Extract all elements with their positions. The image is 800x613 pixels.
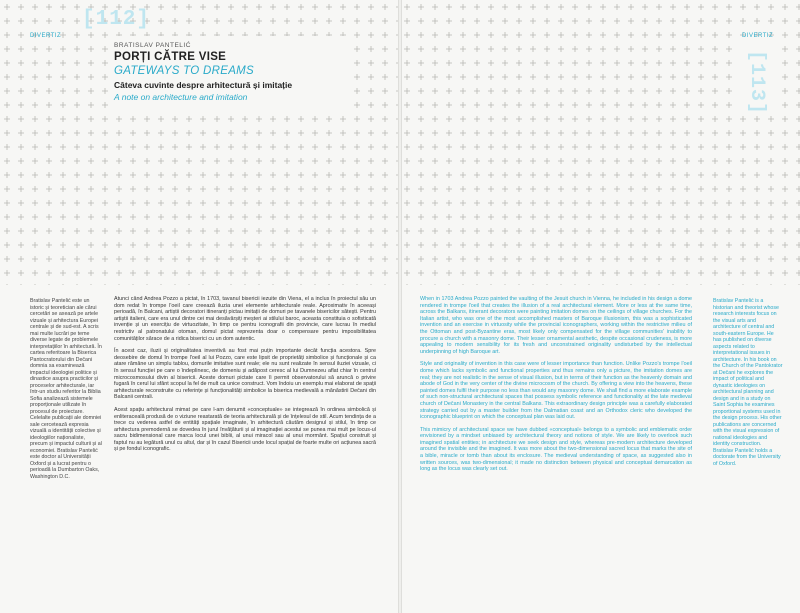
author-bio-en: Bratislav Pantelić is a historian and theorist whose research interests focus on the visual arts and architecture of central and south-eastern Europe. He has published on diverse aspects related to interpretational issues in architecture. In his book on the Church of the Pantokrator at Dečani he explores the impact of political and dynastic ideologies on architectural planning and design and in a study on Saint Sophia he examines proportional systems used in the design process. His other publications are concerned with the visual expression of national ideologies and identity construction. Bratislav Pantelić holds a doctorate from the University of Oxford. [713, 298, 783, 467]
body-text-ro [114, 296, 376, 459]
page-number: [112] [82, 8, 151, 31]
vertical-page-number: [113] [745, 50, 768, 116]
article-subtitle-ro: Câteva cuvinte despre arhitectură și imitație [114, 80, 293, 90]
plus-pattern-left [0, 0, 400, 285]
paragraph: În acest caz, iluzii și originalitatea inventivă au fost mai puțin importante decât funcția acestora. Spre deosebire de domul în trompe l'oeil al lui Pozzo, care este lipsit de proprietăți simbolice și funcționale și ca atare rămâne un simplu tablou, domurile imitative sunt reale; ele nu sunt realizate în sensul iluziei vizuale, ci în sensul funcției pe care o îndeplinesc, de domeniu și adăpost ceresc al lui Dumnezeu aflat chiar în centrul microcosmosului divin al bisericii. Aceste domuri pictate care îi permit observatorului să aruncă o privire fugară în cerul lui sfânt scopul la fel de mult ca unice construct. Vom îndoiu un exemplu mai elaborat de spații arhitecturale reconstruite cu referințe și funcționalități simbolice la biserica medievală a mănăstirii Dečani din Balcanii centrali. [114, 348, 376, 401]
article-subtitle-en: A note on architecture and imitation [114, 92, 248, 102]
right-page [400, 0, 800, 613]
paragraph: When in 1703 Andrea Pozzo painted the vaulting of the Jesuit church in Vienna, he included in his design a dome rendered in trompe l'oeil that creates the illusion of a real architectural element. More or less at the same time, across the Balkans, itinerant decorators were painting imitation domes on the ceilings of village churches. For the Italian artist, who was one of the most accomplished masters of Baroque illusionism, this was a sophisticated invention and an exercise in virtuosity while the provincial iconographers, working within the restrictive milieu of the Ottoman and post-Byzantine eras, most likely only compensated for the village communities' inability to procure a church with a masonry dome. Their lesser ornamental aesthetic, despite occasional crudeness, is more appealing to modern sensibility for its fresh and unconstrained originality undisturbed by the intellectual underpinning of high Baroque art. [420, 296, 692, 355]
section-label-right: DIVERTIZ [742, 33, 774, 39]
article-title-ro: PORȚI CĂTRE VISE [114, 51, 227, 63]
body-text-en [420, 296, 692, 479]
paragraph: Style and originality of invention in this case were of lesser importance than function. Unlike Pozzo's trompe l'oeil dome which lacks symbolic and functional properties and thus remains only a picture, the imitation domes are real; they are not realistic in the sense of visual illusion, but in terms of their function as the heavenly domain and abode of God in the very center of the divine microcosm of the church. By offering a view into the heavens, these painted domes fulfil their purpose no less than would any masonry dome. We shall find a more elaborate example of such non-structural architectural spaces that possess symbolic reference and functionality at the late medieval church of Dečani Monastery in the central Balkans. This extraordinary design principle was a carefully elaborated strategy carried out by a master builder from the Dalmatian coast and an Orthodox cleric who developed the iconographic blueprint on which the conceptual plan was laid out. [420, 361, 692, 421]
author-name: BRATISLAV PANTELIĆ [114, 42, 191, 49]
author-bio-ro: Bratislav Pantelić este un istoric și teoretician ale cărui cercetări se axează pe artele vizuale și arhitectura Europei centrale și de sud-est. A scris mai multe lucrări pe teme diverse legate de problemele interpretațiilor în arhitectură. În cartea referitoare la Biserica Pantocratorului din Dečani domnia sa examinează impactul ideologiei politice și dinastice asupra practicilor și proceselor arhitecturale, iar într-un studiu referitor la Biblia Sofia analizează sistemele proporționale utilizate în procesul de proiectare. Celelalte publicații ale domniei sale cercetează expresia vizuală a identității colective și ideologiilor naționaliste, precum și impactul culturii și al economiei. Bratislav Pantelić este doctor al Universității Oxford și a lucrat pentru o perioadă la Dumbarton Oaks, Washington D.C. [30, 298, 102, 480]
paragraph: Atunci când Andrea Pozzo a pictat, în 1703, tavanul bisericii iezuite din Viena, el a inclus în proiectul său un dom redat în trompe l'oeil care creează iluzia unei elemente arhitecturale reale. Aproximativ în aceeași perioadă, în Balcani, artiștii decoratori itineranți pictau imitații de domuri pe tavanele bisericilor săteşti. Pentru artiștii italieni, care era unul dintre cei mai desăvârșiți meșteri ai stilului baroc, aceasta constituia o sofisticată invenție și un exercițiu de virtuozitate, în timp ce pentru iconografii din provincie, care lucrau în mediul restrictiv al patronatului otoman, domul pictat reprezenta doar o compensare pentru imposibilitatea comunităților sărace de a ridica biserici cu un dom autentic. [114, 296, 376, 342]
paragraph: Acest spațiu arhitectural mimat pe care l-am denumit «conceptuale» se integrează în ordinea simbolică și enliteraceală produsă de o viziune reastarată de teoria arhitecturală și de înțelesul de stil. Acum tendința de a trece cu vederea astfel de entități spațiale imaginate, în arhitectură căutăm designul și stilul, în timp ce arhitectura premodernă se dovedea în jurul învățăturii și al imaginației acestui se punea mai mult pe locus-ul sacru bidimensional care marca locul unei biblii, al unui miracol sau al unui mormânt. Spațiul construit și faptul nu au legătură unul cu altul, dar și în cazul Bisericii unde locul spațial de foarte multe ori acțiunea sacră și pe fondul iconografic. [114, 406, 376, 453]
book-gutter [398, 0, 402, 613]
article-title-en: GATEWAYS TO DREAMS [114, 65, 255, 77]
paragraph: This mimicry of architectural space we have dubbed «conceptual» belongs to a symbolic and emblematic order envisioned by a mindset unbiased by architectural theory and notions of style. We are likely to overlook such imagined spatial entities; in architecture we seek design and style, whereas pre-modern architecture developed around the invisible and the imagined. It was more about the two-dimensional sacred locus that marks the site of a bible, miracle or tomb than about its enclosure. The medieval understanding of space, as suggested also in written sources, was two-dimensional; it made no distinction between physical and conceptual demarcation as long as the locus was clearly set out. [420, 426, 692, 473]
section-label: DIVERTIZ [30, 33, 62, 39]
plus-pattern-right [400, 0, 800, 285]
